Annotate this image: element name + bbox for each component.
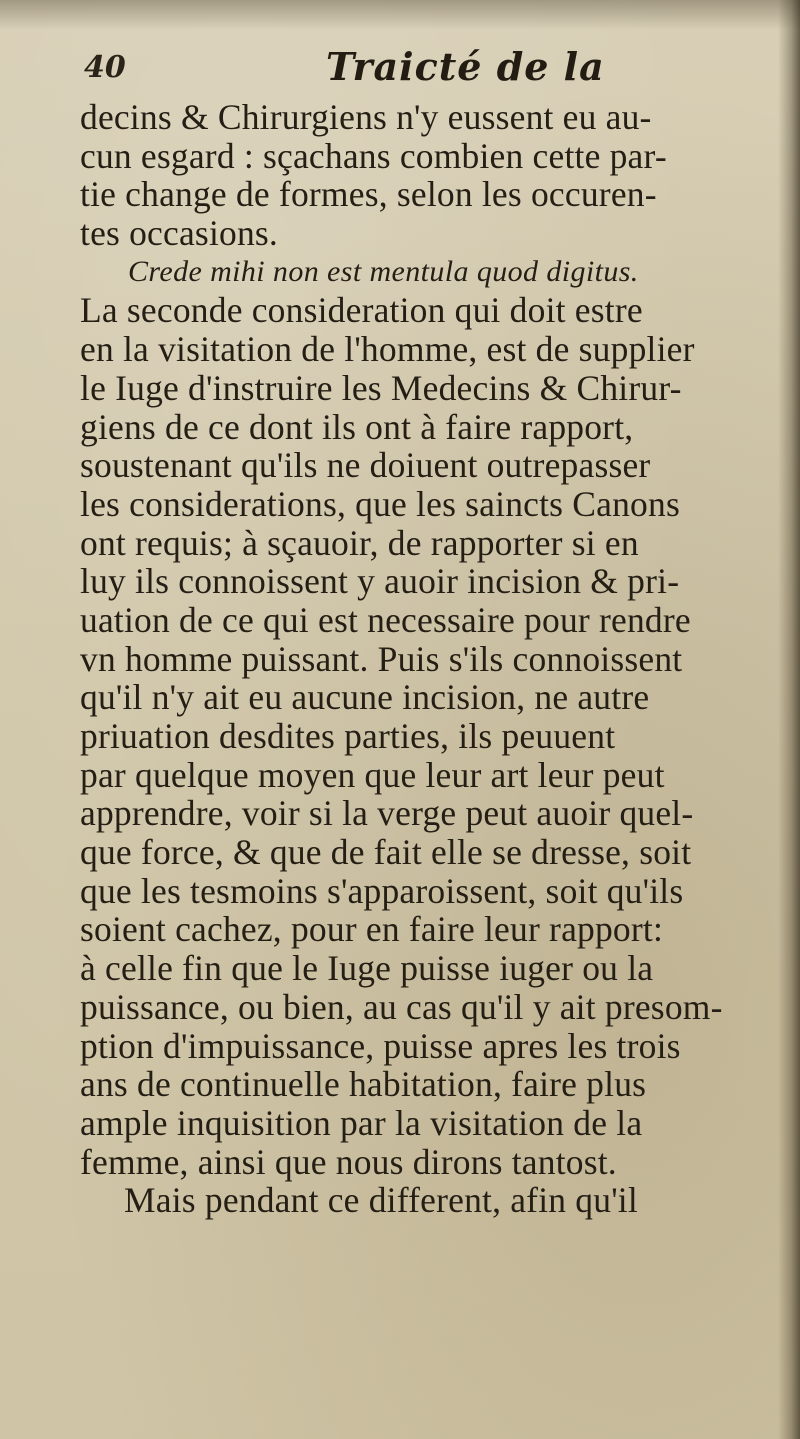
text-line: soustenant qu'ils ne doiuent outrepasser <box>80 445 651 486</box>
text-line: ont requis; à sçauoir, de rapporter si en <box>80 522 639 563</box>
latin-quotation: Crede mihi non est mentula quod digitus. <box>128 254 639 288</box>
body-text <box>80 98 770 1220</box>
text-line: La seconde consideration qui doit estre <box>80 290 643 331</box>
text-line: Mais pendant ce different, afin qu'il <box>124 1180 638 1221</box>
text-line: apprendre, voir si la verge peut auoir quel- <box>80 793 694 834</box>
text-line: ans de continuelle habitation, faire plus <box>80 1064 647 1105</box>
text-line: que force, & que de fait elle se dresse, soit <box>80 832 692 873</box>
page-number: 40 <box>84 50 126 85</box>
text-line: femme, ainsi que nous dirons tantost. <box>80 1141 617 1182</box>
text-line: ample inquisition par la visitation de la <box>80 1102 643 1143</box>
page-top-shadow <box>0 0 800 30</box>
text-line: giens de ce dont ils ont à faire rapport, <box>80 406 634 447</box>
text-line: qu'il n'y ait eu aucune incision, ne autre <box>80 677 650 718</box>
text-line: vn homme puissant. Puis s'ils connoissent <box>80 638 683 679</box>
text-line: ption d'impuissance, puisse apres les trois <box>80 1025 681 1066</box>
running-title: Traicté de la <box>326 44 605 89</box>
text-line: tes occasions. <box>80 213 278 254</box>
text-line: puissance, ou bien, au cas qu'il y ait presom- <box>80 986 723 1027</box>
text-line: uation de ce qui est necessaire pour rendre <box>80 599 691 640</box>
text-line: à celle fin que le Iuge puisse iuger ou la <box>80 948 654 989</box>
text-line: tie change de formes, selon les occuren- <box>80 174 657 215</box>
text-line: soient cachez, pour en faire leur rapport: <box>80 909 664 950</box>
text-line: luy ils connoissent y auoir incision & pri- <box>80 561 680 602</box>
text-line: cun esgard : sçachans combien cette par- <box>80 135 667 176</box>
text-line: le Iuge d'instruire les Medecins & Chirur- <box>80 367 682 408</box>
page-spine-shadow <box>778 0 800 1439</box>
text-line: en la visitation de l'homme, est de supplier <box>80 329 695 370</box>
text-line: decins & Chirurgiens n'y eussent eu au- <box>80 97 652 137</box>
text-line: priuation desdites parties, ils peuuent <box>80 716 616 756</box>
text-line: par quelque moyen que leur art leur peut <box>80 754 665 795</box>
text-line: les considerations, que les saincts Canons <box>80 483 680 524</box>
text-line: que les tesmoins s'apparoissent, soit qu'ils <box>80 870 684 911</box>
page-header <box>84 44 744 100</box>
